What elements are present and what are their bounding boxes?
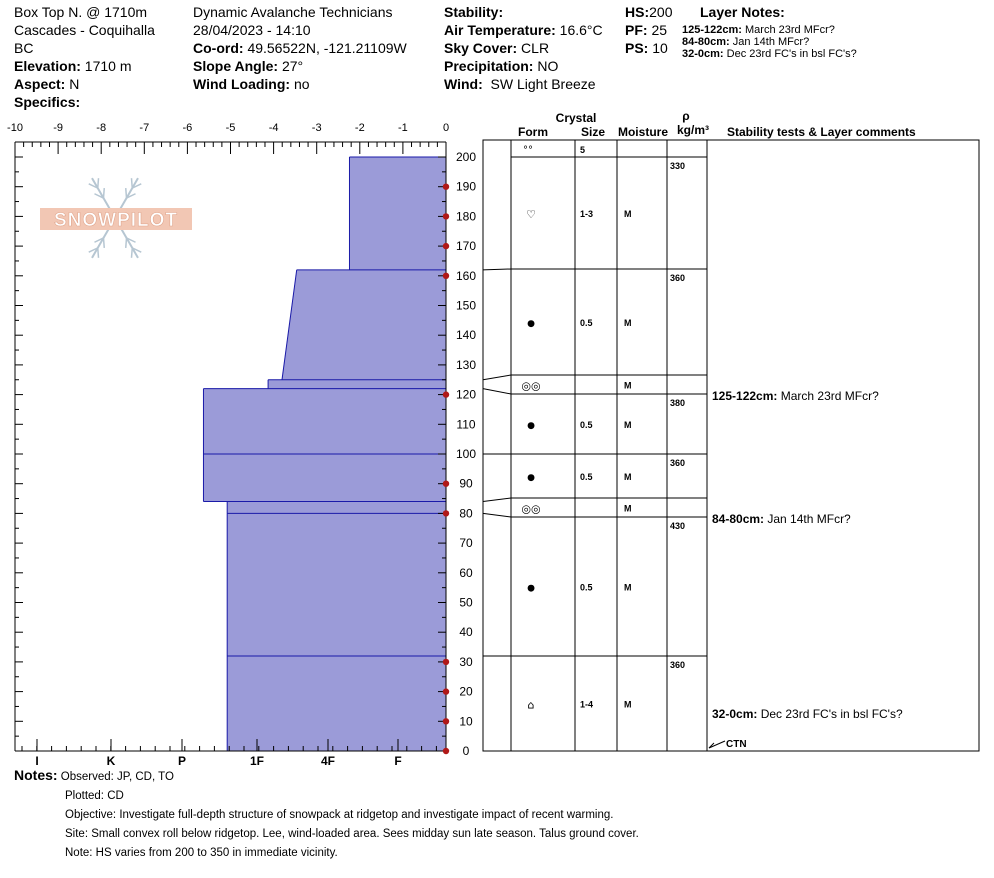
wind-loading-value: no bbox=[293, 76, 310, 92]
height-tick-label: 120 bbox=[455, 387, 477, 402]
table-size: 1-4 bbox=[580, 699, 594, 710]
sky-value: CLR bbox=[521, 40, 550, 56]
temperature-point bbox=[443, 391, 449, 397]
temp-tick-label: -10 bbox=[7, 122, 23, 134]
height-tick-label: 70 bbox=[459, 536, 473, 551]
layer-note-range: 84-80cm: bbox=[682, 36, 730, 48]
elevation-value: 1710 m bbox=[84, 58, 132, 74]
temp-tick-label: 0 bbox=[442, 122, 450, 134]
layer-comment bbox=[712, 707, 903, 721]
hs-value: 200 bbox=[649, 4, 673, 20]
precip-label: Precipitation: bbox=[444, 58, 534, 74]
temp-tick-label: -6 bbox=[182, 122, 193, 134]
pf-value: 25 bbox=[651, 22, 668, 38]
height-tick-label: 170 bbox=[455, 239, 477, 254]
hardness-layer bbox=[227, 502, 446, 514]
air-temp-label: Air Temperature: bbox=[444, 22, 556, 38]
table-moisture: M bbox=[624, 699, 632, 710]
temperature-point bbox=[443, 243, 449, 249]
hardness-layer bbox=[349, 157, 446, 270]
observation-datetime: 28/04/2023 - 14:10 bbox=[193, 22, 311, 38]
notes-line: Site: Small convex roll below ridgetop. Lee, wind-loaded area. Sees midday sun late season. Talus ground cover. bbox=[65, 828, 639, 840]
table-moisture: M bbox=[624, 503, 632, 514]
wind-label: Wind: bbox=[444, 76, 483, 92]
height-tick-label: 90 bbox=[459, 476, 473, 491]
layer-comment-text: Dec 23rd FC's in bsl FC's? bbox=[757, 707, 903, 721]
elevation-label: Elevation: bbox=[14, 58, 81, 74]
stability-label: Stability: bbox=[444, 4, 504, 20]
notes-label: Notes: bbox=[14, 767, 58, 783]
layer-comment-text: March 23rd MFcr? bbox=[777, 389, 879, 403]
site-name: Box Top N. @ 1710m bbox=[14, 4, 148, 20]
height-tick-label: 80 bbox=[459, 506, 473, 521]
coord-label: Co-ord: bbox=[193, 40, 244, 56]
ctn-leader bbox=[709, 741, 725, 748]
temperature-point bbox=[443, 718, 449, 724]
wind-value: SW Light Breeze bbox=[490, 76, 596, 92]
table-moisture: M bbox=[624, 380, 632, 391]
temp-tick-label: -4 bbox=[268, 122, 279, 134]
temp-tick-label: -5 bbox=[225, 122, 236, 134]
temp-tick-label: -3 bbox=[311, 122, 322, 134]
temperature-point bbox=[443, 481, 449, 487]
table-connector bbox=[483, 269, 511, 270]
layer-note-text: March 23rd MFcr? bbox=[745, 24, 835, 36]
header-rho-unit: kg/m³ bbox=[676, 123, 710, 137]
table-density: 360 bbox=[670, 273, 686, 283]
height-tick-label: 150 bbox=[455, 298, 477, 313]
snowflake-branch bbox=[131, 178, 132, 188]
surface-form-icon: °° bbox=[523, 145, 533, 156]
height-tick-label: 160 bbox=[455, 268, 477, 283]
notes-block bbox=[14, 766, 639, 863]
specifics-label: Specifics: bbox=[14, 94, 81, 110]
layer-comment-text: Jan 14th MFcr? bbox=[764, 512, 851, 526]
melt-forms-icon: ● bbox=[527, 473, 535, 483]
snowflake-branch bbox=[104, 238, 105, 248]
org-name: Dynamic Avalanche Technicians bbox=[193, 4, 393, 20]
layer-comment-range: 32-0cm: bbox=[712, 707, 758, 721]
table-connector bbox=[483, 389, 511, 394]
height-tick-label: 50 bbox=[459, 595, 473, 610]
precip-value: NO bbox=[537, 58, 559, 74]
notes-line: Objective: Investigate full-depth structure of snowpack at ridgetop and investigate impact of recent warming. bbox=[65, 809, 614, 821]
hardness-tick-label: I bbox=[35, 754, 39, 768]
hardness-layer bbox=[203, 389, 446, 454]
wind-loading-label: Wind Loading: bbox=[193, 76, 291, 92]
temp-tick-label: -7 bbox=[139, 122, 150, 134]
table-connector bbox=[483, 498, 511, 502]
slope-value: 27° bbox=[281, 58, 304, 74]
layer-comments bbox=[667, 389, 903, 750]
melt-forms-icon: ● bbox=[527, 421, 535, 431]
header-crystal: Crystal bbox=[555, 111, 597, 125]
layer-comment bbox=[712, 512, 851, 526]
hardness-layer bbox=[203, 454, 446, 502]
header-comments: Stability tests & Layer comments bbox=[727, 125, 916, 139]
sky-label: Sky Cover: bbox=[444, 40, 518, 56]
layer-notes-title: Layer Notes: bbox=[700, 4, 785, 20]
temp-tick-label: -2 bbox=[354, 122, 365, 134]
header-rho: ρ bbox=[682, 109, 690, 123]
hardness-layer bbox=[282, 270, 446, 380]
notes-line: Note: HS varies from 200 to 350 in immediate vicinity. bbox=[65, 847, 338, 859]
layer-table bbox=[483, 109, 979, 751]
table-connector bbox=[483, 513, 511, 517]
rounding-grains-icon: ♡ bbox=[526, 208, 536, 221]
table-moisture: M bbox=[624, 420, 632, 430]
temperature-point bbox=[443, 213, 449, 219]
temp-tick-label: -8 bbox=[96, 122, 107, 134]
temperature-axis bbox=[7, 122, 449, 154]
table-density: 360 bbox=[670, 660, 686, 670]
stability-test-label: CTN bbox=[726, 739, 747, 750]
table-size: 0.5 bbox=[580, 472, 593, 482]
hardness-tick-label: 4F bbox=[320, 754, 336, 768]
aspect-label: Aspect: bbox=[14, 76, 66, 92]
snowpilot-logo bbox=[40, 178, 192, 258]
table-density: 360 bbox=[670, 458, 686, 468]
height-tick-label: 0 bbox=[462, 744, 470, 758]
melt-forms-icon: ● bbox=[527, 319, 535, 329]
table-density: 380 bbox=[670, 398, 686, 408]
table-moisture: M bbox=[624, 582, 632, 593]
height-tick-label: 140 bbox=[455, 328, 477, 343]
layer-comment-range: 84-80cm: bbox=[712, 512, 765, 526]
height-tick-label: 130 bbox=[455, 357, 477, 372]
temp-tick-label: -1 bbox=[398, 122, 408, 134]
layer-comment bbox=[712, 389, 879, 403]
temperature-point bbox=[443, 659, 449, 665]
layer-note-text: Jan 14th MFcr? bbox=[732, 36, 810, 48]
height-tick-label: 60 bbox=[459, 565, 473, 580]
temp-tick-label: -9 bbox=[53, 122, 63, 134]
hardness-layer bbox=[268, 380, 446, 389]
height-tick-label: 200 bbox=[455, 150, 477, 164]
temperature-point bbox=[443, 510, 449, 516]
coord-value: 49.56522N, -121.21109W bbox=[247, 40, 407, 56]
snowflake-branch bbox=[98, 178, 99, 188]
height-tick-label: 100 bbox=[455, 447, 477, 461]
notes-line: Observed: JP, CD, TO bbox=[60, 771, 174, 783]
table-size: 0.5 bbox=[580, 318, 593, 328]
snowflake-branch bbox=[98, 248, 99, 258]
snowflake-branch bbox=[126, 188, 127, 198]
hardness-layer bbox=[227, 513, 446, 656]
melt-freeze-crust-icon: ◎◎ bbox=[521, 502, 541, 516]
notes-line: Plotted: CD bbox=[65, 790, 124, 802]
height-tick-label: 10 bbox=[459, 714, 473, 729]
temperature-point bbox=[443, 688, 449, 694]
header-form: Form bbox=[518, 125, 548, 139]
height-tick-label: 180 bbox=[455, 209, 477, 224]
temperature-point bbox=[443, 273, 449, 279]
table-size: 0.5 bbox=[580, 582, 593, 593]
snowflake-branch bbox=[104, 188, 105, 198]
layer-note-range: 125-122cm: bbox=[682, 24, 742, 36]
hardness-tick-label: F bbox=[394, 754, 402, 768]
air-temp-value: 16.6°C bbox=[559, 22, 603, 38]
temperature-point bbox=[443, 748, 449, 754]
height-tick-label: 30 bbox=[459, 654, 473, 669]
slope-label: Slope Angle: bbox=[193, 58, 279, 74]
table-density: 330 bbox=[670, 161, 686, 171]
notes-first-line bbox=[14, 766, 639, 787]
melt-forms-icon: ● bbox=[527, 583, 535, 594]
layer-comment-range: 125-122cm: bbox=[712, 389, 778, 403]
height-tick-label: 110 bbox=[456, 417, 476, 432]
hardness-tick-label: P bbox=[177, 754, 187, 768]
ps-label: PS: bbox=[625, 40, 649, 56]
height-tick-label: 190 bbox=[455, 179, 477, 194]
table-connector bbox=[483, 375, 511, 380]
hs-label: HS: bbox=[625, 4, 650, 20]
logo-text: SNOWPILOT bbox=[53, 210, 179, 231]
layer-note-text: Dec 23rd FC's in bsl FC's? bbox=[726, 48, 857, 60]
table-size: 1-3 bbox=[580, 209, 594, 219]
table-density: 430 bbox=[670, 521, 686, 531]
hardness-layer bbox=[227, 656, 446, 751]
hardness-tick-label: K bbox=[106, 754, 116, 768]
faceted-crystals-icon: ⌂ bbox=[527, 698, 535, 712]
pf-label: PF: bbox=[625, 22, 648, 38]
table-frame bbox=[483, 140, 979, 751]
aspect-value: N bbox=[69, 76, 80, 92]
table-moisture: M bbox=[624, 472, 632, 482]
melt-freeze-crust-icon: ◎◎ bbox=[521, 379, 541, 393]
header-size: Size bbox=[580, 125, 606, 139]
height-tick-label: 40 bbox=[459, 625, 473, 640]
hardness-tick-label: 1F bbox=[249, 754, 265, 768]
table-moisture: M bbox=[624, 209, 632, 219]
surface-size: 5 bbox=[580, 145, 586, 155]
temperature-point bbox=[443, 184, 449, 190]
snowflake-branch bbox=[131, 248, 132, 258]
table-moisture: M bbox=[624, 318, 632, 328]
ps-value: 10 bbox=[652, 40, 668, 56]
snowflake-branch bbox=[126, 238, 127, 248]
layer-note-range: 32-0cm: bbox=[682, 48, 724, 60]
table-size: 0.5 bbox=[580, 420, 593, 430]
header-moisture: Moisture bbox=[617, 125, 669, 139]
height-tick-label: 20 bbox=[459, 684, 473, 699]
state-name: BC bbox=[14, 40, 34, 56]
region-name: Cascades - Coquihalla bbox=[14, 22, 155, 38]
